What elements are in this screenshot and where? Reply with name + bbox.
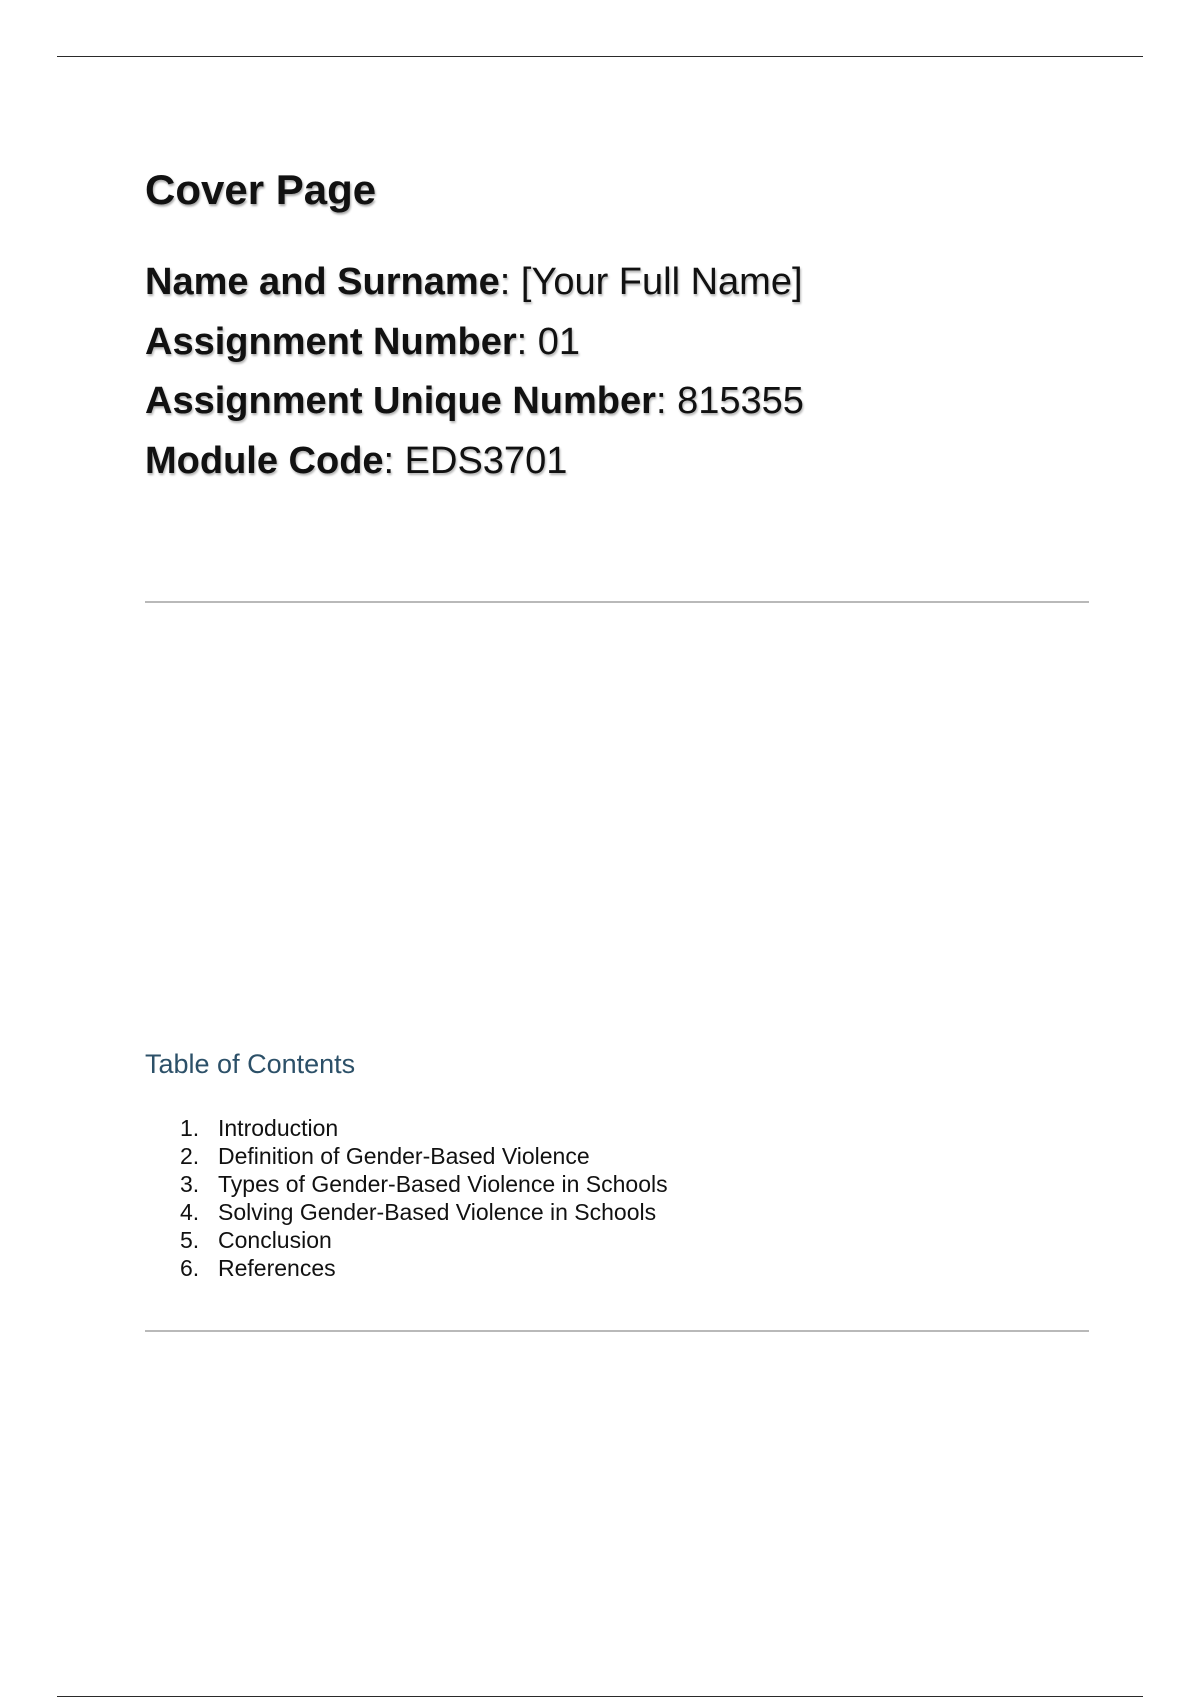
toc-item-label: References — [218, 1255, 336, 1281]
assignment-number-line — [145, 313, 804, 373]
toc-item — [180, 1226, 668, 1254]
toc-list — [180, 1114, 668, 1282]
assignment-number-value: : 01 — [516, 320, 581, 363]
assignment-unique-number-line — [145, 372, 804, 432]
assignment-unique-number-value: : 815355 — [655, 380, 804, 422]
toc-heading: Table of Contents — [145, 1049, 356, 1079]
module-code-value: : EDS3701 — [383, 439, 568, 482]
name-and-surname-label: Name and Surname — [145, 261, 500, 303]
toc-item-number: 3. — [180, 1171, 200, 1197]
toc-item-number: 5. — [180, 1227, 200, 1253]
name-and-surname-value: : [Your Full Name] — [499, 261, 803, 303]
toc-item-label: Types of Gender-Based Violence in Schools — [218, 1171, 668, 1197]
toc-item — [180, 1254, 668, 1282]
toc-item-number: 1. — [180, 1115, 200, 1141]
page-bottom-rule — [57, 1696, 1143, 1697]
section-divider — [145, 1330, 1089, 1332]
cover-page-title: Cover Page — [145, 166, 377, 213]
assignment-info-list — [145, 253, 804, 491]
toc-item-number: 2. — [180, 1143, 200, 1169]
toc-item — [180, 1170, 668, 1198]
toc-item-number: 4. — [180, 1199, 200, 1225]
toc-item-number: 6. — [180, 1255, 200, 1281]
toc-item-label: Definition of Gender-Based Violence — [218, 1143, 590, 1169]
assignment-unique-number-label: Assignment Unique Number — [145, 380, 656, 422]
toc-item — [180, 1142, 668, 1170]
section-divider — [145, 601, 1089, 603]
toc-item-label: Introduction — [218, 1115, 339, 1141]
name-and-surname-line — [145, 253, 804, 313]
module-code-label: Module Code — [145, 439, 384, 482]
toc-item-label: Conclusion — [218, 1227, 332, 1253]
toc-item — [180, 1114, 668, 1142]
assignment-number-label: Assignment Number — [145, 320, 517, 363]
module-code-line — [145, 432, 804, 492]
toc-item — [180, 1198, 668, 1226]
toc-item-label: Solving Gender-Based Violence in Schools — [218, 1199, 657, 1225]
page-top-rule — [57, 56, 1143, 57]
